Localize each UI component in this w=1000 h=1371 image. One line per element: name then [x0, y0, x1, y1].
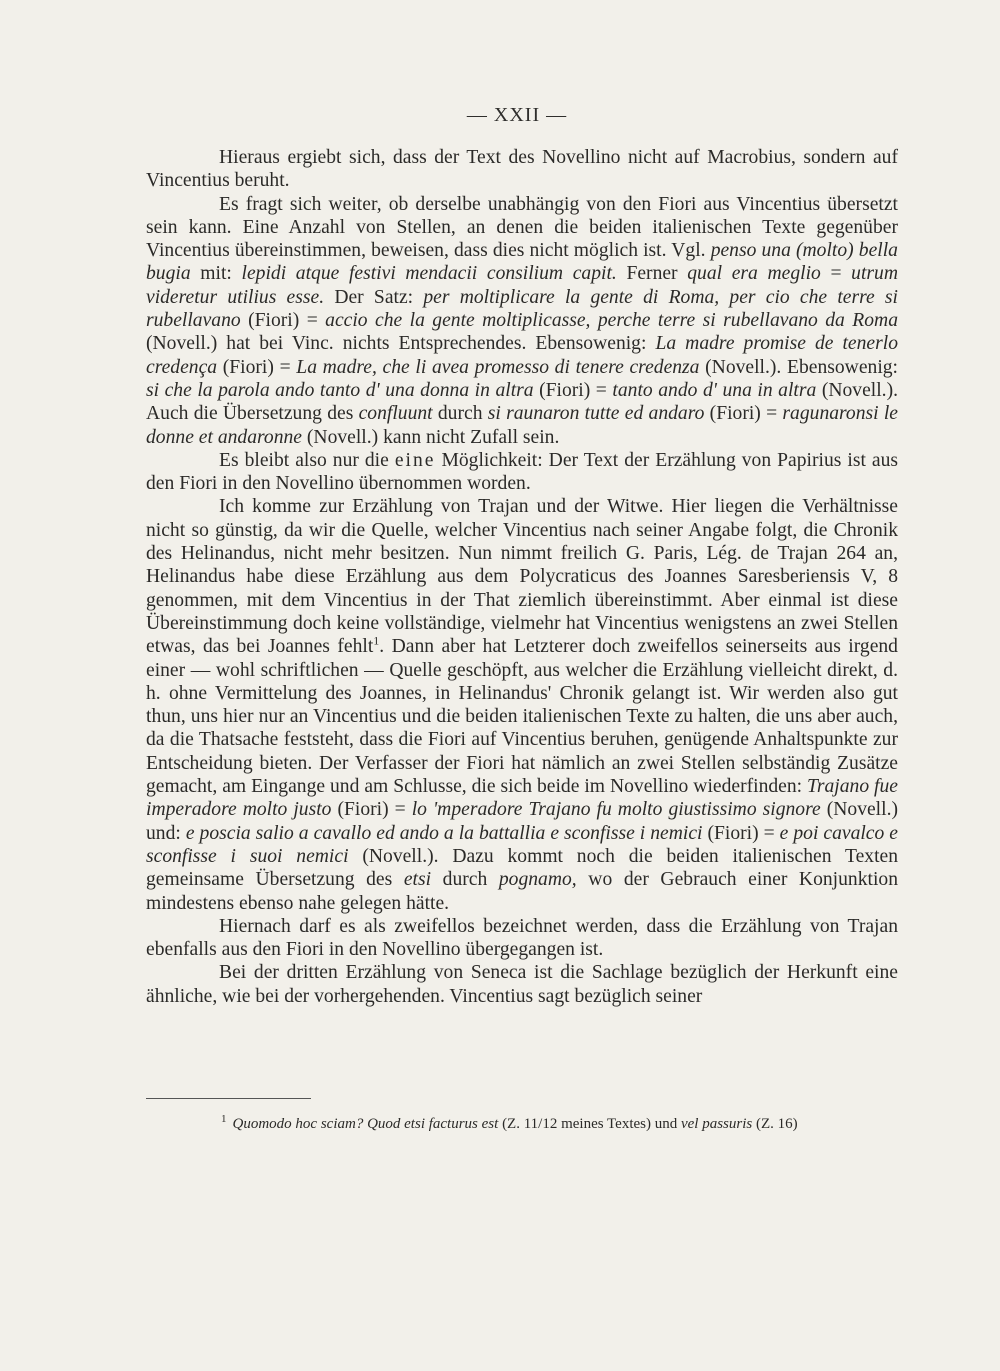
text-run: (Novell.). Auch die Übersetzung des [146, 379, 898, 425]
text-run: durch [432, 403, 488, 425]
text-run: (Fiori) = [217, 356, 297, 378]
text-run: (Novell.). Dazu kommt noch die beiden italienischen Texten gemeinsame Übersetzung des [146, 845, 899, 891]
text-run: . Dann aber hat Letzterer doch zweifellos seinerseits aus irgend einer — wohl schriftlichen — Quelle geschöpft, aus welcher die Erzählung vielleicht direkt, d. h. ohne Vermittelung des Joannes, in Helinandus' Chronik gelangt ist. Wir werden also gut thun, uns hier nur an Vincentius und die beiden italienischen Texte zu halten, die uns aber auch, da die Thatsache feststeht, dass die Fiori auf Vincentius beruhen, genügende Anhaltspunkte zur Entscheidung bieten. Der Verfasser der Fiori hat nämlich an zwei Stellen selbständig Zusätze gemacht, am Eingange und am Schlusse, die sich beide im Novellino wiederfinden: [146, 636, 898, 798]
text-run: (Z. 16) [752, 1116, 798, 1132]
italic-quote: vel passuris [680, 1116, 753, 1132]
text-run: (Fiori) = [702, 822, 780, 844]
paragraph [146, 961, 898, 1008]
italic-quote: si che la parola ando tanto d' una donna in altra [146, 379, 534, 401]
text-run: (Fiori) = [704, 403, 783, 425]
body-text [146, 146, 898, 1008]
text-run: Ferner [616, 263, 688, 285]
text-run: (Fiori) = [331, 799, 412, 821]
italic-quote: pognamo, [498, 869, 577, 891]
italic-quote: tanto ando d' una in altra [612, 379, 817, 401]
paragraph [146, 449, 898, 496]
text-run: Hiernach darf es als zweifellos bezeichnet werden, dass die Erzählung von Trajan ebenfalls aus den Fiori in den Novellino übergegangen ist. [146, 915, 898, 961]
italic-quote: La madre promise de tenerlo credença [146, 333, 898, 378]
italic-quote: penso una (molto) bella bugia [146, 240, 898, 285]
text-run: (Fiori) = [240, 310, 326, 332]
text-run: mit: [190, 263, 242, 285]
footnote-reference: 1 [373, 633, 380, 648]
italic-quote: lo 'mperadore Trajano fu molto giustissimo signore [411, 799, 821, 821]
text-run: (Z. 11/12 meines Textes) und [498, 1116, 681, 1132]
italic-quote: confluunt [358, 403, 433, 425]
italic-quote: qual era meglio [687, 263, 821, 285]
italic-quote: accio che la gente moltiplicasse, perche terre si rubellavano da Roma [325, 310, 898, 332]
italic-quote: etsi [403, 869, 432, 891]
text-run: (Fiori) = [533, 379, 613, 401]
italic-quote: utrum videretur utilius esse. [146, 263, 898, 308]
paragraph [146, 495, 898, 914]
text-run: Hieraus ergiebt sich, dass der Text des Novellino nicht auf Macrobius, sondern auf Vincentius beruht. [146, 147, 898, 192]
italic-quote: per moltiplicare la gente di Roma, per cio che terre si rubellavano [146, 286, 898, 332]
italic-quote: ragunaronsi le donne et andaronne [146, 403, 898, 448]
emphasized-word: eine [394, 449, 436, 471]
text-run: Ich komme zur Erzählung von Trajan und der Witwe. Hier liegen die Verhältnisse nicht so günstig, da wir die Quelle, welcher Vincentius nach seiner Angabe folgt, die Chronik des Helinandus, nicht mehr besitzen. Nun nimmt freilich G. Paris, Lég. de Trajan 264 an, Helinandus habe diese Erzählung aus dem Polycraticus des Joannes Saresberiensis V, 8 genommen, mit dem Vincentius in der That ziemlich übereinstimmt. Aber einmal ist diese Übereinstimmung doch keine vollständige, vielmehr hat Vincentius wenigstens an zwei Stellen etwas, das bei Joannes fehlt [146, 496, 898, 658]
text-run: Möglichkeit: Der Text der Erzählung von Papirius ist aus den Fiori in den Novellino übernommen worden. [146, 449, 898, 495]
text-run: wo der Gebrauch einer Konjunktion mindestens ebenso nahe gelegen hätte. [146, 869, 898, 914]
text-run: durch [431, 869, 499, 891]
italic-quote: e poi cavalco e sconfisse i suoi nemici [146, 822, 898, 867]
text-run: (Novell.) hat bei Vinc. nichts Entsprechendes. Ebensowenig: [146, 333, 656, 355]
italic-quote: si raunaron tutte ed andaro [487, 403, 705, 425]
italic-quote: Trajano fue imperadore molto justo [146, 776, 898, 821]
text-run: Bei der dritten Erzählung von Seneca ist die Sachlage bezüglich der Herkunft eine ähnliche, wie bei der vorhergehenden. Vincentius sagt bezüglich seiner [146, 962, 898, 1007]
text-run: (Novell.) kann nicht Zufall sein. [302, 426, 560, 448]
text-run: Der Satz: [324, 286, 424, 308]
text-run: Es bleibt also nur die [219, 449, 395, 471]
paragraph [146, 193, 898, 449]
footnote-marker: 1 [221, 1113, 227, 1125]
text-run: (Novell.) und: [146, 799, 898, 844]
text-run: Es fragt sich weiter, ob derselbe unabhängig von den Fiori aus Vincentius übersetzt sein kann. Eine Anzahl von Stellen, an denen die beiden italienischen Texte gegenüber Vincentius übereinstimmen, beweisen, dass dies nicht möglich ist. Vgl. [146, 193, 898, 262]
italic-quote: e poscia salio a cavallo ed ando a la battallia e sconfisse i nemici [185, 822, 703, 844]
footnote [221, 1109, 901, 1134]
text-run: = [820, 263, 852, 285]
italic-quote: La madre, che li avea promesso di tenere credenza [296, 356, 700, 378]
page-number-header: — XXII — [466, 104, 568, 126]
italic-quote: Quomodo hoc sciam? Quod etsi facturus est [232, 1116, 499, 1132]
text-run: (Novell.). Ebensowenig: [699, 356, 899, 378]
italic-quote: lepidi atque festivi mendacii consilium capit. [241, 263, 617, 285]
paragraph [146, 915, 898, 962]
footnote-separator [146, 1098, 311, 1099]
paragraph [146, 146, 898, 193]
